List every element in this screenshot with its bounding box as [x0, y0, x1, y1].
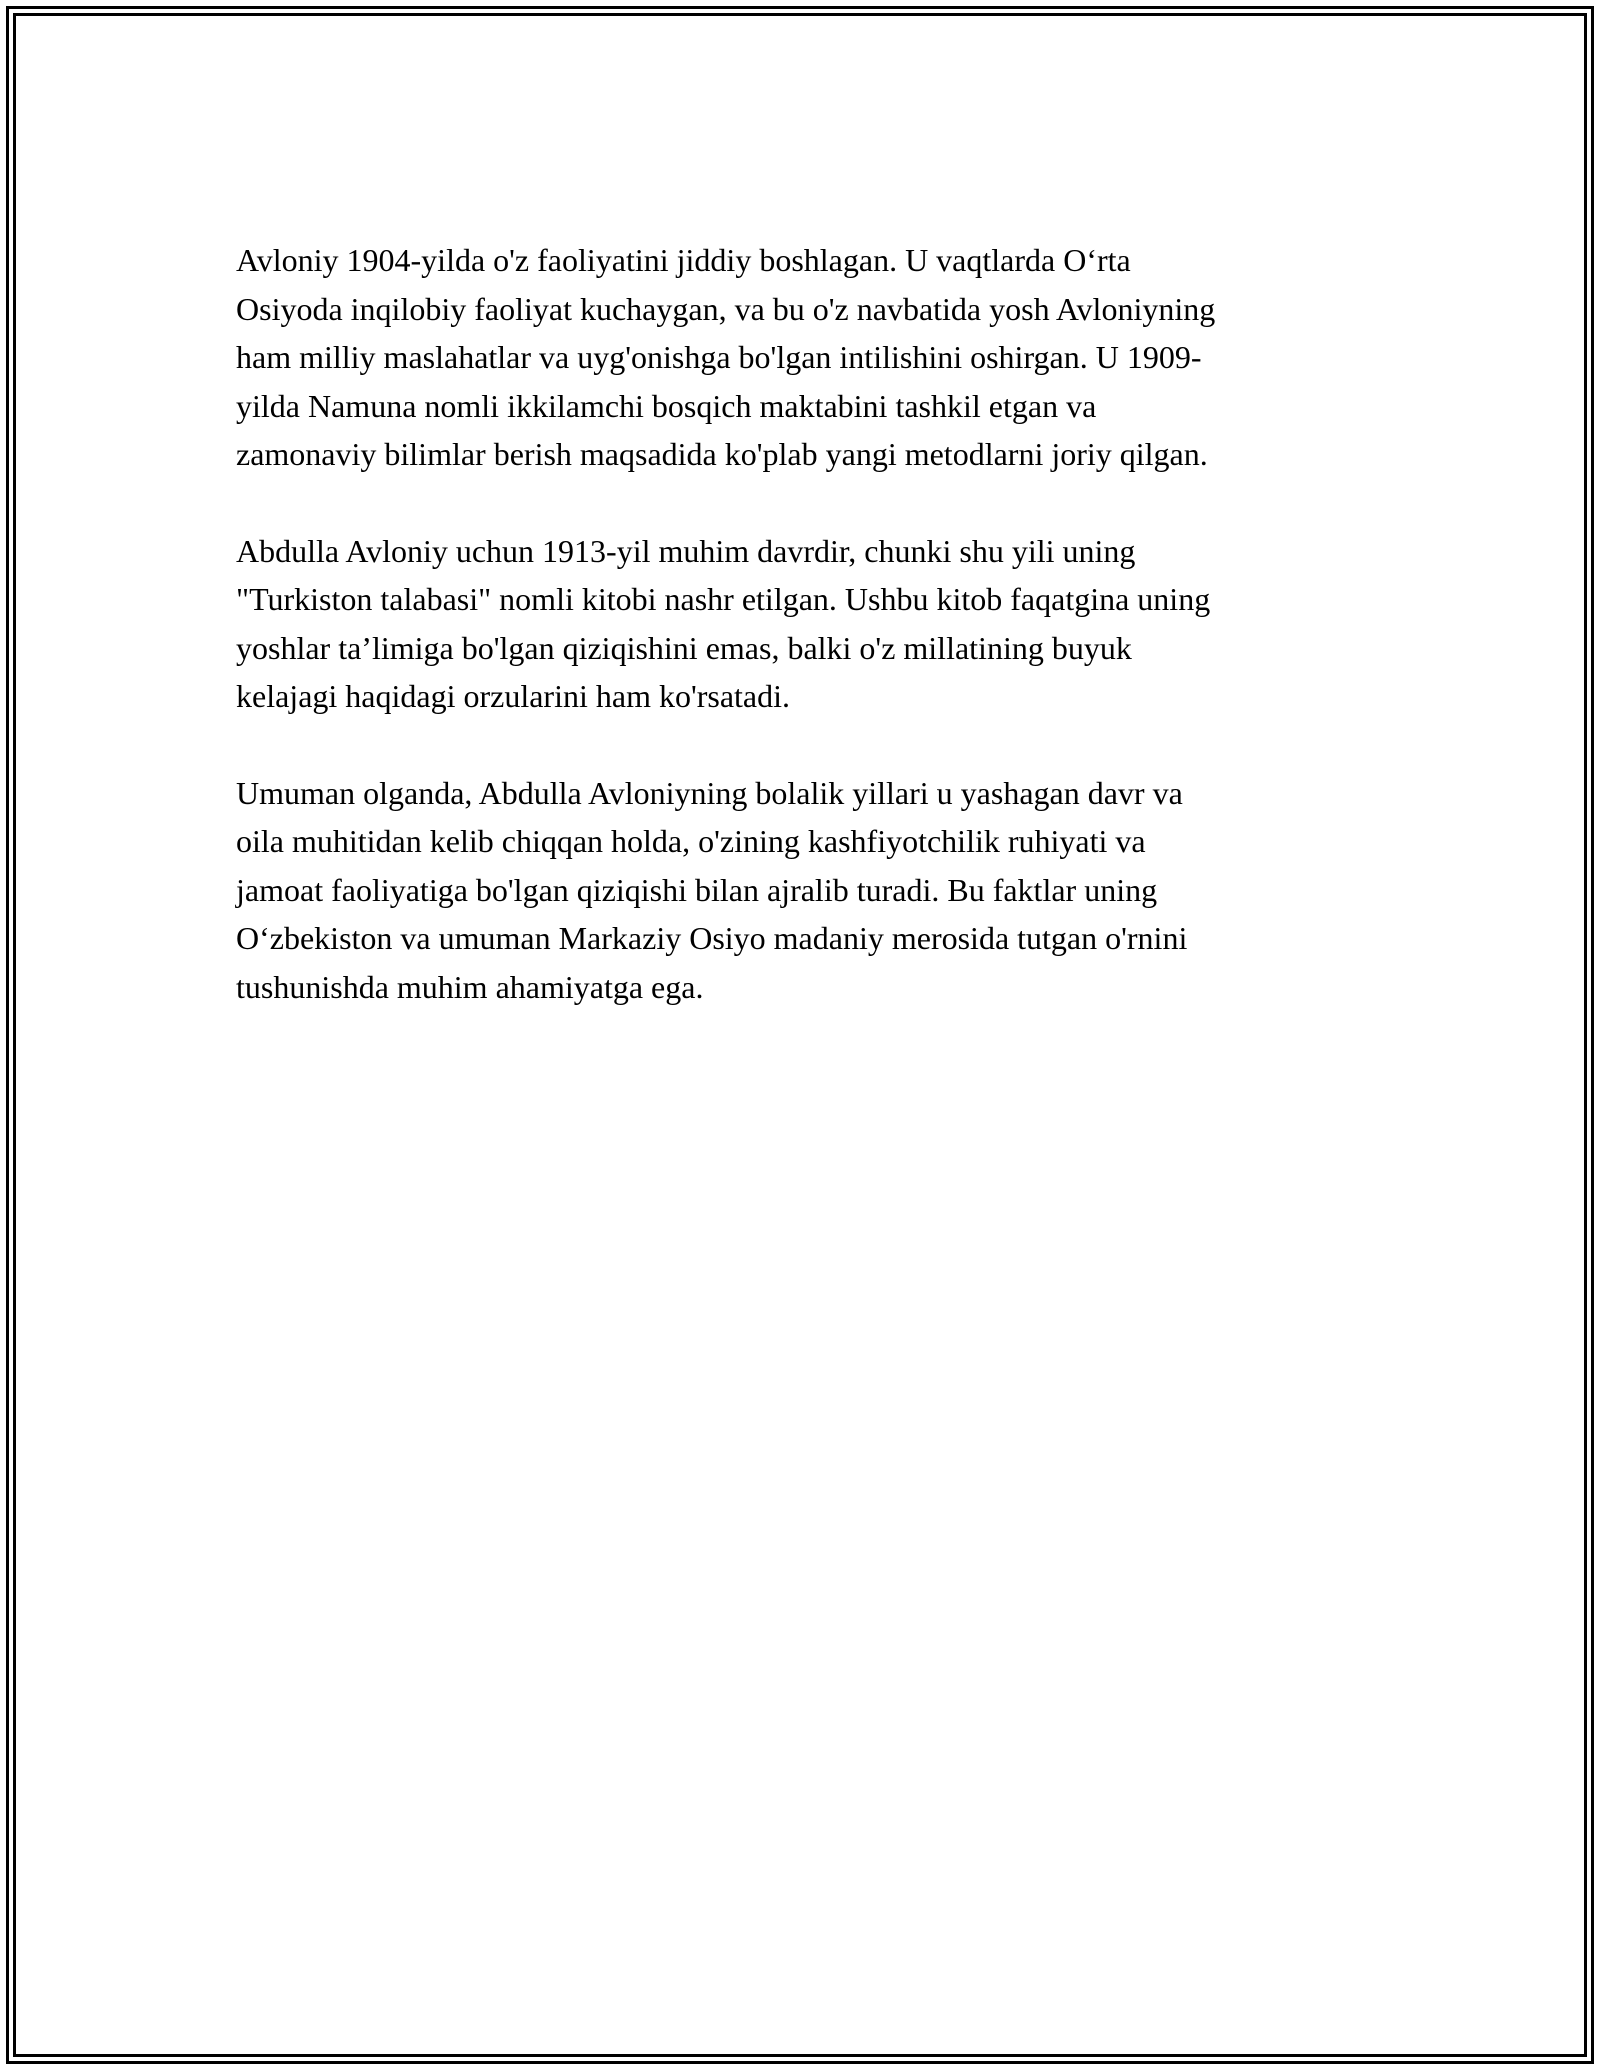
paragraph-1: Avloniy 1904-yilda o'z faoliyatini jiddiy boshlagan. U vaqtlarda O‘rta Osiyoda inqilobiy faoliyat kuchaygan, va bu o'z navbatida yosh Avloniyning ham milliy maslahatlar va uyg'onishga bo'lgan intilishini oshirgan. U 1909- yilda Namuna nomli ikkilamchi bosqich maktabini tashkil etgan va zamonaviy bilimlar berish maqsadida ko'plab yangi metodlarni joriy qilgan.	[236, 242, 1216, 472]
paragraph-2: Abdulla Avloniy uchun 1913-yil muhim davrdir, chunki shu yili uning "Turkiston talabasi" nomli kitobi nashr etilgan. Ushbu kitob faqatgina uning yoshlar ta’limiga bo'lgan qiziqishini emas, balki o'z millatining buyuk kelajagi haqidagi orzularini ham ko'rsatadi.	[236, 532, 1211, 714]
document-body	[236, 236, 1366, 1059]
paragraph-3: Umuman olganda, Abdulla Avloniyning bolalik yillari u yashagan davr va oila muhitidan kelib chiqqan holda, o'zining kashfiyotchilik ruhiyati va jamoat faoliyatiga bo'lgan qiziqishi bilan ajralib turadi. Bu faktlar uning O‘zbekiston va umuman Markaziy Osiyo madaniy merosida tutgan o'rnini tushunishda muhim ahamiyatga ega.	[236, 774, 1188, 1005]
